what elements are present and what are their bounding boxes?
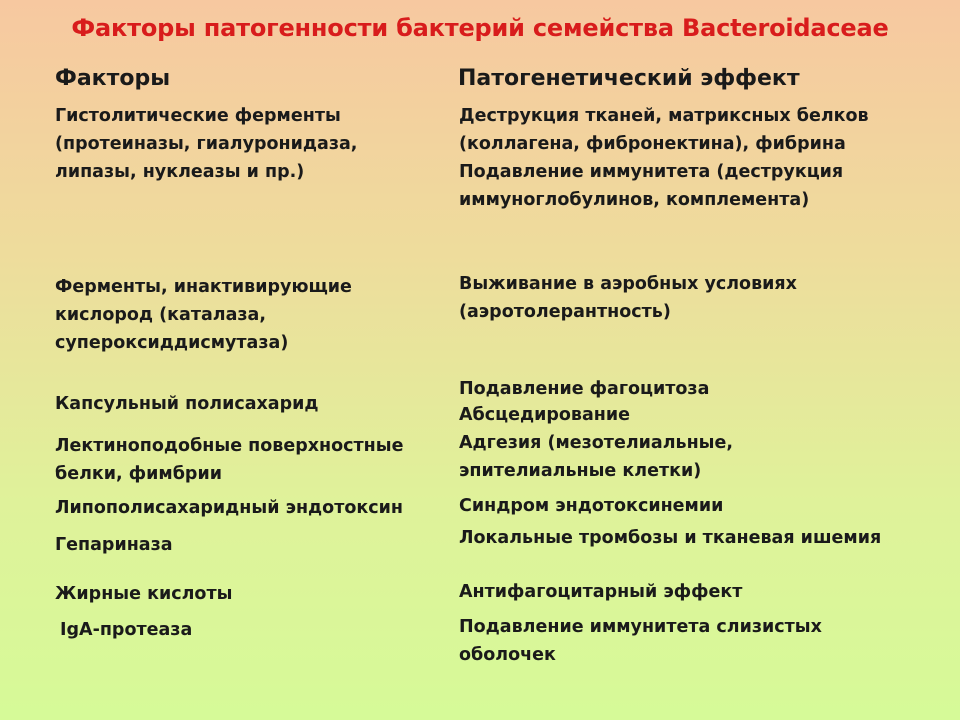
factor-heparinase — [55, 531, 173, 559]
effect-line: Локальные тромбозы и тканевая ишемия — [459, 528, 882, 548]
effect-tissue-destruction — [459, 102, 869, 214]
effect-line: Синдром эндотоксинемии — [459, 496, 724, 516]
factor-line: Лектиноподобные поверхностные — [55, 436, 404, 456]
effect-line: Деструкция тканей, матриксных белков — [459, 106, 869, 126]
factor-line: белки, фимбрии — [55, 464, 222, 484]
effect-line: иммуноглобулинов, комплемента) — [459, 190, 810, 210]
effect-endotoxemia — [459, 492, 723, 520]
factor-oxygen-inactivating-enzymes — [55, 273, 352, 357]
factor-line: липазы, нуклеазы и пр.) — [55, 162, 305, 182]
factor-capsular-polysaccharide — [55, 390, 319, 418]
factor-line: Гистолитические ферменты — [55, 106, 341, 126]
factor-line: (протеиназы, гиалуронидаза, — [55, 134, 358, 154]
slide-title: Факторы патогенности бактерий семейства Bacteroidaceae — [71, 14, 889, 42]
effect-line: Абсцедирование — [459, 405, 631, 425]
factors-column-header: Факторы — [55, 66, 171, 91]
effect-phagocytosis-suppression — [459, 375, 709, 429]
effect-line: Подавление иммунитета (деструкция — [459, 162, 844, 182]
factor-line: IgA-протеаза — [60, 620, 193, 640]
effect-line: оболочек — [459, 645, 556, 665]
factor-line: Капсульный полисахарид — [55, 394, 319, 414]
effect-line: Адгезия (мезотелиальные, — [459, 433, 734, 453]
factor-fatty-acids — [55, 580, 232, 608]
factor-histolytic-enzymes — [55, 102, 357, 186]
factor-line: Ферменты, инактивирующие — [55, 277, 352, 297]
effect-adhesion — [459, 429, 733, 485]
factor-line: Липополисахаридный эндотоксин — [55, 498, 403, 518]
factor-lectin-proteins — [55, 432, 403, 488]
effect-aerotolerance — [459, 270, 797, 326]
factor-lps-endotoxin — [55, 494, 403, 522]
effect-mucosal-immunity-suppression — [459, 613, 822, 669]
factor-line: Гепариназа — [55, 535, 173, 555]
factor-line: супероксиддисмутаза) — [55, 333, 289, 353]
effect-column-header: Патогенетический эффект — [458, 66, 800, 91]
effect-line: Антифагоцитарный эффект — [459, 582, 743, 602]
factor-iga-protease — [60, 616, 192, 644]
factor-line: кислород (каталаза, — [55, 305, 267, 325]
effect-line: Подавление иммунитета слизистых — [459, 617, 822, 637]
factor-line: Жирные кислоты — [55, 584, 233, 604]
effect-line: эпителиальные клетки) — [459, 461, 702, 481]
effect-line: Подавление фагоцитоза — [459, 379, 710, 399]
effect-antiphagocytic — [459, 578, 742, 606]
effect-line: (аэротолерантность) — [459, 302, 671, 322]
effect-thrombosis — [459, 524, 881, 552]
effect-line: Выживание в аэробных условиях — [459, 274, 797, 294]
effect-line: (коллагена, фибронектина), фибрина — [459, 134, 846, 154]
